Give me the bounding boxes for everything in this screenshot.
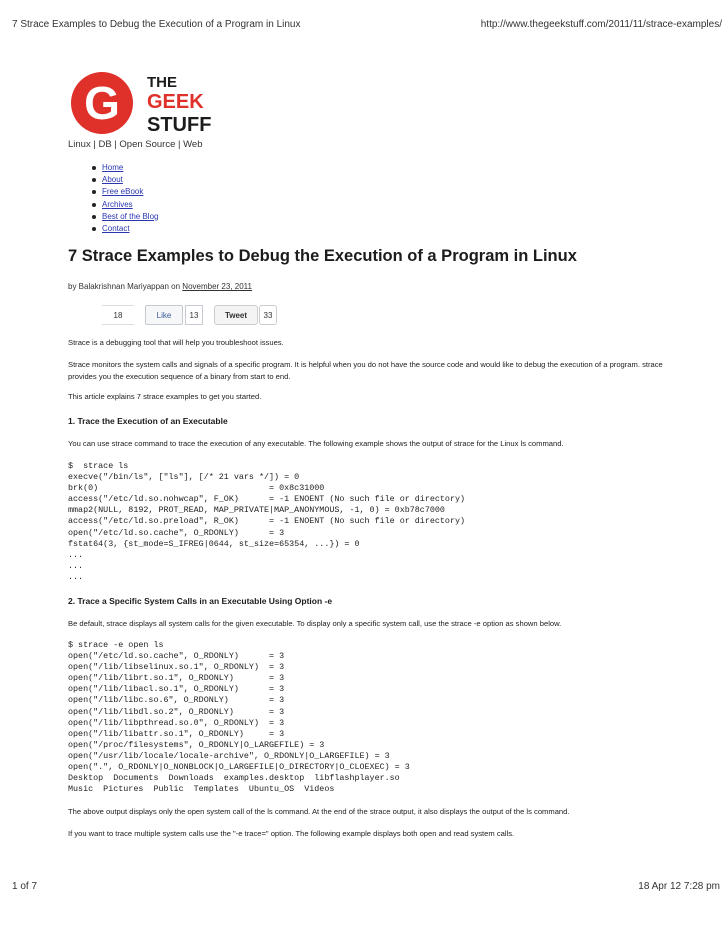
byline-author: by Balakrishnan Mariyappan on [68, 282, 183, 291]
summary-paragraph: This article explains 7 strace examples to get you started. [68, 392, 262, 401]
bullet-icon [92, 215, 96, 219]
print-datetime: 18 Apr 12 7:28 pm [638, 881, 720, 892]
bullet-icon [92, 166, 96, 170]
section-1-paragraph: You can use strace command to trace the execution of any executable. The following example shows the output of strace for the Linux ls command. [68, 439, 564, 448]
nav-link-about[interactable]: About [102, 175, 123, 185]
logo-line-the: THE [147, 74, 177, 91]
site-nav [92, 162, 158, 235]
bullet-icon [92, 178, 96, 182]
like-button[interactable]: Like [145, 305, 183, 325]
tweet-button[interactable]: Tweet [214, 305, 258, 325]
nav-link-free-ebook[interactable]: Free eBook [102, 187, 144, 197]
byline-date-link[interactable]: November 23, 2011 [182, 282, 252, 291]
page-number: 1 of 7 [12, 881, 38, 892]
nav-item-free-ebook [92, 186, 158, 198]
byline [68, 282, 252, 291]
print-header-title: 7 Strace Examples to Debug the Execution of a Program in Linux [12, 19, 301, 30]
nav-item-about [92, 174, 158, 186]
intro-paragraph: Strace is a debugging tool that will help you troubleshoot issues. [68, 338, 284, 347]
nav-item-home [92, 162, 158, 174]
description-paragraph: Strace monitors the system calls and signals of a specific program. It is helpful when you do not have the source code and would like to debug the execution of a program. strace provides you the execution sequence of a binary from start to end. [68, 360, 663, 381]
geek-logo-icon [68, 70, 238, 150]
multiple-calls-paragraph: If you want to trace multiple system calls use the "-e trace=" option. The following example displays both open and read system calls. [68, 829, 515, 838]
bullet-icon [92, 203, 96, 207]
bullet-icon [92, 190, 96, 194]
logo-letter: G [84, 77, 120, 129]
nav-link-home[interactable]: Home [102, 163, 124, 172]
tweet-count: 33 [259, 305, 277, 325]
nav-link-best-of-blog[interactable]: Best of the Blog [102, 211, 159, 221]
section-2-paragraph: Be default, strace displays all system calls for the given executable. To display only a specific system call, use the strace -e option as shown below. [68, 619, 562, 628]
print-header-url: http://www.thegeekstuff.com/2011/11/strace-examples/ [480, 19, 722, 30]
nav-link-contact[interactable]: Contact [102, 223, 130, 233]
article-title: 7 Strace Examples to Debug the Execution of a Program in Linux [68, 247, 577, 265]
site-logo[interactable] [68, 70, 238, 150]
nav-item-contact [92, 223, 158, 235]
logo-line-geek: GEEK [147, 91, 204, 113]
section-heading-2: 2. Trace a Specific System Calls in an Executable Using Option -e [68, 596, 333, 606]
share-count[interactable]: 18 [102, 305, 134, 325]
nav-item-archives [92, 199, 158, 211]
nav-link-archives[interactable]: Archives [102, 199, 133, 209]
code-block-2: $ strace -e open ls open("/etc/ld.so.cache", O_RDONLY) = 3 open("/lib/libselinux.so.1", O_RDONLY) = 3 open("/lib/librt.so.1", O_RDONLY) = 3 open("/lib/libacl.so.1", O_RDONLY) = 3 open("/lib/libc.so.6", O_RDONLY) = 3 open("/lib/libdl.so.2", O_RDONLY) = 3 open("/lib/libpthread.so.0", O_RDONLY) = 3 open("/lib/libattr.so.1", O_RDONLY) = 3 open("/proc/filesystems", O_RDONLY|O_LARGEFILE) = 3 open("/usr/lib/locale/locale-archive", O_RDONLY|O_LARGEFILE) = 3 open(".", O_RDONLY|O_NONBLOCK|O_LARGEFILE|O_DIRECTORY|O_CLOEXEC) = 3 Desktop Documents Downloads examples.desktop libflashplayer.so Music Pictures Public Templates Ubuntu_OS Videos [68, 640, 410, 795]
like-count: 13 [185, 305, 203, 325]
logo-tagline: Linux | DB | Open Source | Web [68, 139, 203, 150]
output-explanation-paragraph: The above output displays only the open system call of the ls command. At the end of the strace output, it also displays the output of the ls command. [68, 807, 570, 816]
bullet-icon [92, 227, 96, 231]
code-block-1: $ strace ls execve("/bin/ls", ["ls"], [/* 21 vars */]) = 0 brk(0) = 0x8c31000 access("/etc/ld.so.nohwcap", F_OK) = -1 ENOENT (No such file or directory) mmap2(NULL, 8192, PROT_READ, MAP_PRIVATE|MAP_ANONYMOUS, -1, 0) = 0xb78c7000 access("/etc/ld.so.preload", R_OK) = -1 ENOENT (No such file or directory) open("/etc/ld.so.cache", O_RDONLY) = 3 fstat64(3, {st_mode=S_IFREG|0644, st_size=65354, ...}) = 0 ... ... ... [68, 461, 466, 582]
nav-item-best-of-blog [92, 211, 158, 223]
section-heading-1: 1. Trace the Execution of an Executable [68, 416, 228, 426]
logo-line-stuff: STUFF [147, 114, 212, 136]
